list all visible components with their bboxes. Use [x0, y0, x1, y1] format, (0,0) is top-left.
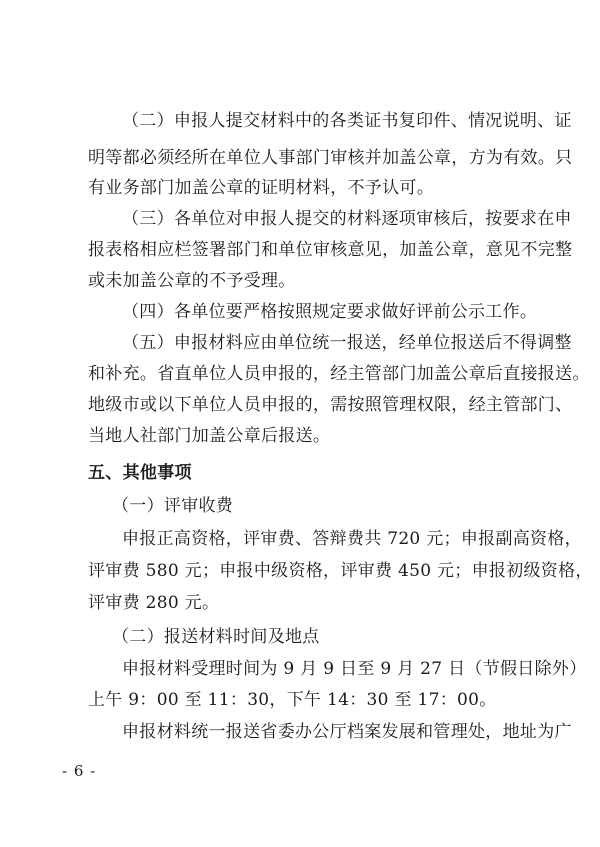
paragraph-2-line-2: 明等都必须经所在单位人事部门审核并加盖公章，方为有效。只: [88, 148, 573, 168]
time-line-2: 上午 9：00 至 11：30，下午 14：30 至 17：00。: [88, 690, 497, 710]
paragraph-3-line-3: 或未加盖公章的不予受理。: [88, 271, 296, 291]
paragraph-3-line-2: 报表格相应栏签署部门和单位审核意见，加盖公章，意见不完整: [88, 240, 573, 260]
paragraph-5-line-2: 和补充。省直单位人员申报的，经主管部门加盖公章后直接报送。: [88, 364, 590, 384]
subsection-heading-1: （一）评审收费: [112, 496, 234, 516]
page-number: - 6 -: [62, 762, 97, 780]
subsection-heading-2: （二）报送材料时间及地点: [112, 627, 320, 647]
fee-line-3: 评审费 280 元。: [88, 593, 220, 613]
address-line-1: 申报材料统一报送省委办公厅档案发展和管理处，地址为广: [122, 722, 572, 742]
paragraph-2-line-3: 有业务部门加盖公章的证明材料，不予认可。: [88, 178, 434, 198]
paragraph-2-line-1: （二）申报人提交材料中的各类证书复印件、情况说明、证: [122, 111, 572, 131]
paragraph-5-line-3: 地级市或以下单位人员申报的，需按照管理权限，经主管部门、: [88, 395, 573, 415]
time-line-1: 申报材料受理时间为 9 月 9 日至 9 月 27 日（节假日除外）: [122, 659, 587, 679]
fee-line-2: 评审费 580 元；申报中级资格，评审费 450 元；申报初级资格，: [88, 561, 593, 581]
section-heading: 五、其他事项: [88, 463, 192, 483]
paragraph-4-line-1: （四）各单位要严格按照规定要求做好评前公示工作。: [122, 302, 538, 322]
paragraph-5-line-4: 当地人社部门加盖公章后报送。: [88, 426, 331, 446]
paragraph-5-line-1: （五）申报材料应由单位统一报送，经单位报送后不得调整: [122, 333, 572, 353]
paragraph-3-line-1: （三）各单位对申报人提交的材料逐项审核后，按要求在申: [122, 209, 572, 229]
fee-line-1: 申报正高资格，评审费、答辩费共 720 元；申报副高资格，: [122, 529, 582, 549]
